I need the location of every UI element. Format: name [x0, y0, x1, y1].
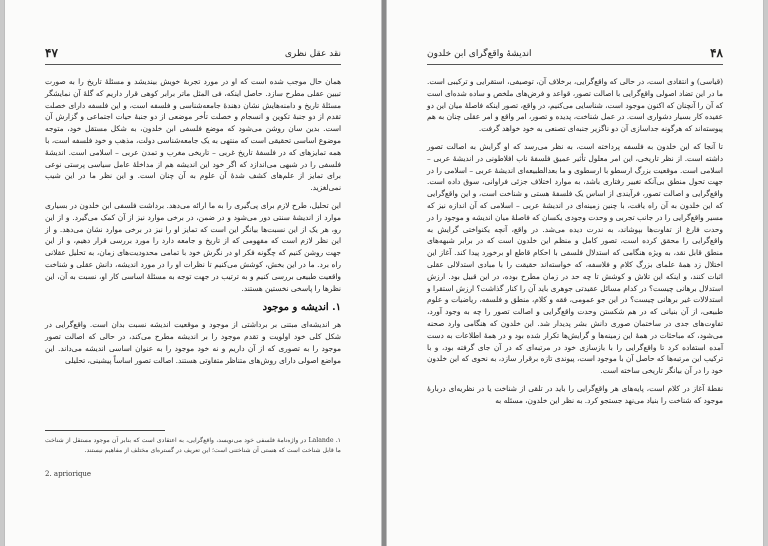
left-page	[4, 0, 382, 546]
page-number: ۴۷	[45, 46, 58, 60]
right-page-body	[427, 76, 723, 413]
right-page	[386, 0, 764, 546]
left-page-header	[45, 48, 341, 65]
left-page-body	[45, 76, 341, 373]
paragraph: تا آنجا که این خلدون به فلسفه پرداخته است، به نظر می‌رسد که او گرایش به اصالت تصور داشته است. از نظر تاریخی، این امر معلول تأثیر عمیق فلسفهٔ ناب افلاطونی در اندیشهٔ عربی – اسلامی است. موقعیت بزرگ ارسطو با ارسطوی و ما بعدالطبیعه‌ای اندیشهٔ عربی – اسلامی را در جهت تحول منطق بی‌آنکه تغییر رفتاری باشد، به موارد اختلاف جزئی فراوانی، سوق داده است. واقع‌گرایی و اصالت تصور، فرآیندی از اساس یک فلسفهٔ هستی و شناخت است، و این واقع‌گرایی که این خلدون به آن راه یافت، با چنین زمینه‌ای در اندیشهٔ عربی – اسلامی که آن اندازه نیز که مسیر واقع‌گرایی را در جانب تجربی و وحدت وجودی یکسان که فاصلهٔ میان اندیشه و موجود را در وحدت فارغ از تفاوت‌ها بپوشاند، به ندرت دیده می‌شد. در واقع، آنچه یکنواختی گرایش به واقع‌گرایی را محقق کرده است، تصور کامل و منظم این خلدون است که در برابر شبهه‌های منطق قابل نقد، به ویژه هنگامی که استدلال فلسفی با احکام قاطع او برخورد پیدا کند. آغاز این اختلال زد همهٔ علمای بزرگ کلام و فلاسفه، که خواسته‌اند حقیقت را با مبادی استدلالی عقلی اثبات کنند، و اینکه این تلاش و کوشش تا چه حد در زمان مطرح بوده، در این قبیل بود. ارزش استدلال برهانی چیست؟ در کدام مسائل عقیدتی جوهری باید آن را کنار گذاشت؟ ارزش استقرا و استدلالات غیر برهانی چیست؟ در این جو عمومی، فقه و کلام، منطق و فلسفه، ریاضیات و علوم طبیعی، از آن بنیانی که در هم شکستن وحدت واقع‌گرایی و اصالت تصور را چه به وجود آورد، تفاوت‌های جدی در ساختمان صوری دانش بشر پدیدار شد. این خلدون که هنگامی وارد صحنه می‌شود، که مباحثات در همهٔ این زمینه‌ها و گرایش‌ها تکرار شده بود و در همهٔ اطلاعات به دست آمده استفاده کرد تا واقع‌گرایی را با بازسازی خود در مرتبه‌ای که در آن جای گرفته بود، و با ترکیب این مرتبه‌ها که حاصل آن با موجود است، پیوندی تازه برقرار سازد، به نحوی که این خلدون خود را در آن بیانگر تاریخی ساخته است.	[427, 141, 723, 376]
running-head: نقد عقل نظری	[284, 49, 341, 59]
running-head: اندیشهٔ واقع‌گرای ابن خلدون	[427, 49, 532, 59]
page-number: ۴۸	[710, 46, 723, 60]
paragraph: همان حال موجب شده است که او در مورد تجربهٔ خویش بیندیشد و مسئلهٔ تاریخ را به صورت تبیین عقلی مطرح سازد. حاصل اینکه، فی المثل ماتر برابر کوهی قرار داریم که گلهٔ آن نمایشگر مسئلهٔ تاریخ و دامنه‌هایش نشان دهندهٔ جامعه‌شناسی و فلسفه است، و این فلسفه دارای خصلت تقدم از دو جنبهٔ تکوین و انسجام و خصلت تأخر موضعی از دو جنبهٔ حیات اجتماعی و گزارش آن است. بدین سان روشن می‌شود که موضع فلسفی ابن خلدون، به شکل مستقل خود، متوجه موضوع اساسی تحقیقی است که منتهی به یک جامعه‌شناسی دولت، مذهب و خود فلسفه است، با همه تمایزهای که در فلسفهٔ تاریخ غربی – تاریخی مغرب و تمدن عربی – اسلامی است. اندیشهٔ فلسفی را در شبهی می‌اندازد که اگر خود این اندیشه هم از مداخلهٔ عامل سیاسی پرستی نوعی برای تمایز از علم‌های کشف شدهٔ آن علوم به آن چنان است. و این نظر ما در این شیب نمی‌لغزید.	[45, 77, 341, 193]
right-page-header	[427, 48, 723, 65]
footnote: ۱. Lalande در واژه‌نامهٔ فلسفی خود می‌نویسد، واقع‌گرایی، به اعتقادی است که بنابر آن موجود مستقل از شناخت ما قابل شناخت است که هستی آن شناختنی است؛ این تعریف در گستره‌ای مختلف از مفاهیم نیستند.	[45, 437, 341, 454]
footnote-latin: 2. apriorique	[45, 470, 92, 478]
book-spread	[4, 0, 764, 546]
section-title: ۱. اندیشه و موجود	[262, 302, 341, 314]
paragraph: (قیاسی) و انتقادی است، در حالی که واقع‌گرایی، برخلاف آن، توصیفی، استقرایی و ترکیبی است. ما در این تضاد اصولی واقع‌گرایی با اصالت تصور، قواعد و فرض‌های ملخص و ساده شده‌ای است که آن را آنچنان که اکنون موجود است، شناسایی می‌کنیم، در واقع، تصور اینکه فاصلهٔ میان این دو عقیده کار بسیار دشواری است. در عمل شناخت، پدیده و تصور، امر واقع و امر عقلی چنان به هم پیوسته‌اند که هرگونه جداسازی آن دو ناگزیر جنبه‌ای تصنعی به خود خواهد گرفت.	[427, 77, 723, 134]
footnote-rule	[45, 430, 165, 431]
paragraph: نقطهٔ آغاز در کلام است، پایه‌های هر واقع‌گرایی را باید در تلقی از شناخت یا در نظریه‌ای دربارهٔ موجود که شناخت را بنیاد می‌نهد جستجو کرد. به نظر این خلدون، مسئله به	[427, 383, 723, 405]
paragraph: این تحلیل، طرح لازم برای پی‌گیری را به ما ارائه می‌دهد. برداشت فلسفی ابن خلدون در بسیاری موارد از اندیشهٔ سنتی دور می‌شود و در ضمن، در برخی موارد نیز از آن کمک می‌گیرد. و از این رو، هر یک از این نسبت‌ها بیانگر این است که تمایز او را نیز در برخی موارد نشان می‌دهد. و از این نظر لازم است که مفهومی که از تاریخ و جامعه دارد را مورد بررسی قرار دهیم، و از این جهت روشن کنیم که چگونه فکر او در نگرش خود با تمامی محدودیت‌های زمان، به تحلیل عقلانی راه برد. ما در این بخش، کوشش می‌کنیم تا نظرات او را در مورد اندیشه، دانش عقلی و شناخت واقعیت طبیعی بررسی کنیم و به ترتیب در جهت توجه به مسئلهٔ اساسی کار او، نسبت به آن، این نظرها را پاسخی نخستین هستند.	[45, 200, 341, 293]
paragraph: هر اندیشه‌ای مبتنی بر برداشتی از موجود و موقعیت اندیشه نسبت بدان است. واقع‌گرایی در شکل کلی خود اولویت و تقدم موجود را بر اندیشه مطرح می‌کند، در حالی که اصالت تصور موجود را به تصوری که از آن داریم و نه خود موجود را به عنوان اساسی اندیشه می‌داند. این مواضع اصولی دارای روش‌های متناظر متفاوتی هستند. اصالت تصور اساساً پیشینی، تحلیلی	[45, 320, 341, 365]
